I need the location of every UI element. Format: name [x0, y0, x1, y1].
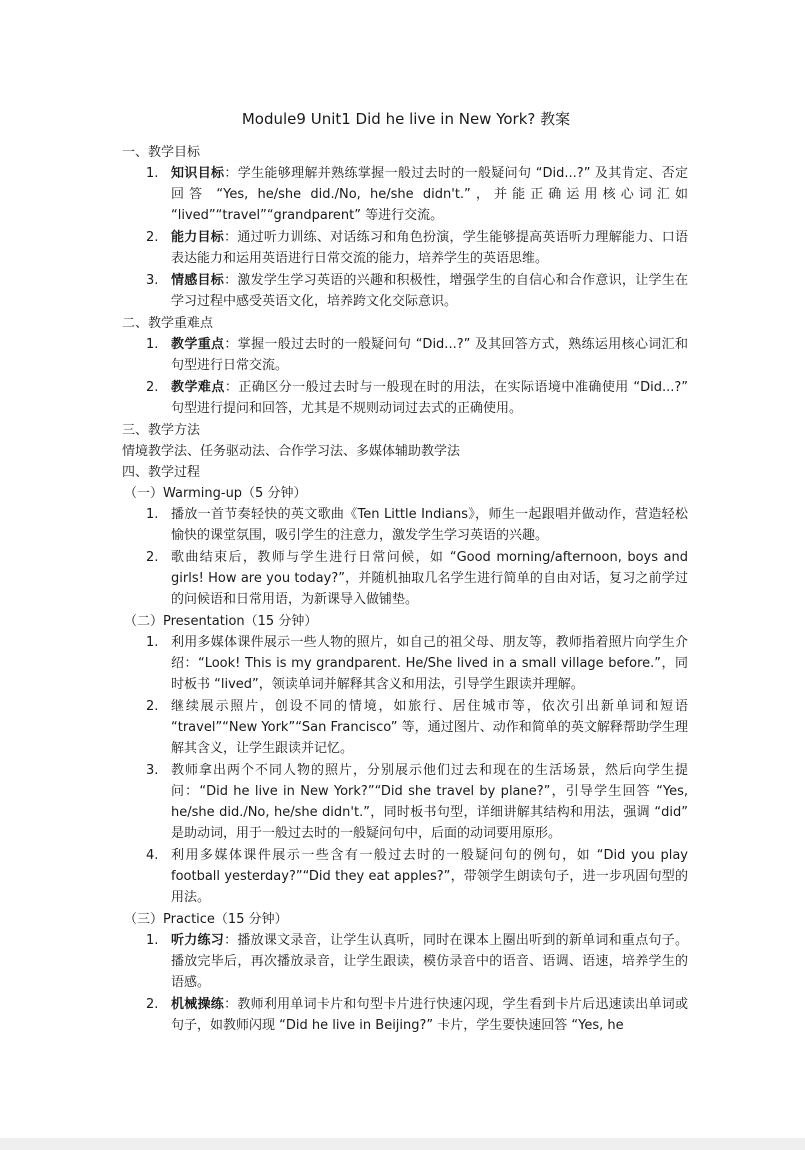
list-item: [122, 163, 688, 226]
item-number: 2.: [146, 550, 159, 565]
item-key: 机械操练: [171, 997, 225, 1012]
item-text: 歌曲结束后，教师与学生进行日常问候，如 “Good morning/afternoon, boys and girls! How are you today?”，并随机抽取几名学生进行简单的自由对话，复习之前学过的问候语和日常用语，为新课导入做铺垫。: [171, 550, 688, 607]
item-number: 3.: [146, 273, 159, 288]
list-item: [122, 696, 688, 759]
section-heading-objectives: 一、教学目标: [122, 145, 201, 160]
item-text: ：正确区分一般过去时与一般现在时的用法，在实际语境中准确使用 “Did...?” 句型进行提问和回答，尤其是不规则动词过去式的正确使用。: [171, 380, 688, 416]
practice-list: [122, 930, 688, 1036]
section-heading-methods: 三、教学方法: [122, 423, 201, 438]
section-heading-key-points: 二、教学重难点: [122, 316, 214, 331]
item-key: 情感目标: [171, 273, 225, 288]
list-item: [122, 632, 688, 695]
objectives-list: [122, 163, 688, 312]
item-number: 1.: [146, 507, 159, 522]
item-text: 利用多媒体课件展示一些人物的照片，如自己的祖父母、朋友等，教师指着照片向学生介绍：“Look! This is my grandparent. He/She lived in a small village before.”，同时板书 “lived”，领读单词并解释其含义和用法，引导学生跟读并理解。: [171, 635, 688, 692]
item-number: 1.: [146, 337, 159, 352]
item-number: 1.: [146, 635, 159, 650]
section-heading-process: 四、教学过程: [122, 465, 201, 480]
list-item: [122, 845, 688, 908]
item-text: ：学生能够理解并熟练掌握一般过去时的一般疑问句 “Did...?” 及其肯定、否定回答 “Yes, he/she did./No, he/she didn't.”，并能正确运用核心词汇如 “lived”“travel”“grandparent” 等进行交流。: [171, 166, 688, 223]
methods-text: 情境教学法、任务驱动法、合作学习法、多媒体辅助教学法: [122, 444, 461, 459]
document-content: [122, 108, 688, 1037]
warming-up-list: [122, 504, 688, 610]
item-key: 知识目标: [171, 166, 225, 181]
item-key: 教学重点: [171, 337, 225, 352]
item-number: 2.: [146, 997, 159, 1012]
subsection-practice: （三）Practice（15 分钟）: [124, 912, 288, 927]
key-points-list: [122, 334, 688, 419]
item-number: 2.: [146, 380, 159, 395]
list-item: [122, 930, 688, 993]
item-text: 播放一首节奏轻快的英文歌曲《Ten Little Indians》，师生一起跟唱并做动作，营造轻松愉快的课堂氛围，吸引学生的注意力，激发学生学习英语的兴趣。: [171, 507, 688, 543]
document-title: Module9 Unit1 Did he live in New York? 教案: [241, 110, 571, 128]
item-text: ：播放课文录音，让学生认真听，同时在课本上圈出听到的新单词和重点句子。播放完毕后，再次播放录音，让学生跟读，模仿录音中的语音、语调、语速，培养学生的语感。: [171, 933, 688, 990]
item-text: ：通过听力训练、对话练习和角色扮演，学生能够提高英语听力理解能力、口语表达能力和运用英语进行日常交流的能力，培养学生的英语思维。: [171, 230, 688, 266]
list-item: [122, 227, 688, 269]
item-number: 2.: [146, 230, 159, 245]
item-number: 3.: [146, 763, 159, 778]
item-text: ：教师利用单词卡片和句型卡片进行快速闪现，学生看到卡片后迅速读出单词或句子，如教师闪现 “Did he live in Beijing?” 卡片，学生要快速回答 “Yes, he: [171, 997, 688, 1033]
item-key: 听力练习: [171, 933, 225, 948]
item-text: 利用多媒体课件展示一些含有一般过去时的一般疑问句的例句，如 “Did you play football yesterday?”“Did they eat apples?”，带领学生朗读句子，进一步巩固句型的用法。: [171, 848, 688, 905]
presentation-list: [122, 632, 688, 908]
list-item: [122, 994, 688, 1036]
item-text: ：激发学生学习英语的兴趣和积极性，增强学生的自信心和合作意识，让学生在学习过程中感受英语文化，培养跨文化交际意识。: [171, 273, 688, 309]
subsection-warming-up: （一）Warming-up（5 分钟）: [124, 486, 307, 501]
item-number: 1.: [146, 933, 159, 948]
item-text: 教师拿出两个不同人物的照片，分别展示他们过去和现在的生活场景，然后向学生提问：“Did he live in New York?”“Did she travel by plane?”，引导学生回答 “Yes, he/she did./No, he/she didn't.”，同时板书句型，详细讲解其结构和用法，强调 “did” 是助动词，用于一般过去时的一般疑问句中，后面的动词要用原形。: [171, 763, 688, 841]
list-item: [122, 377, 688, 419]
item-text: 继续展示照片，创设不同的情境，如旅行、居住城市等，依次引出新单词和短语 “travel”“New York”“San Francisco” 等，通过图片、动作和简单的英文解释帮助学生理解其含义，让学生跟读并记忆。: [171, 699, 688, 756]
item-number: 1.: [146, 166, 159, 181]
item-number: 2.: [146, 699, 159, 714]
list-item: [122, 334, 688, 376]
item-key: 教学难点: [171, 380, 225, 395]
list-item: [122, 547, 688, 610]
subsection-presentation: （二）Presentation（15 分钟）: [124, 614, 318, 629]
item-key: 能力目标: [171, 230, 225, 245]
item-number: 4.: [146, 848, 159, 863]
list-item: [122, 270, 688, 312]
list-item: [122, 760, 688, 844]
item-text: ：掌握一般过去时的一般疑问句 “Did...?” 及其回答方式，熟练运用核心词汇和句型进行日常交流。: [171, 337, 688, 373]
list-item: [122, 504, 688, 546]
